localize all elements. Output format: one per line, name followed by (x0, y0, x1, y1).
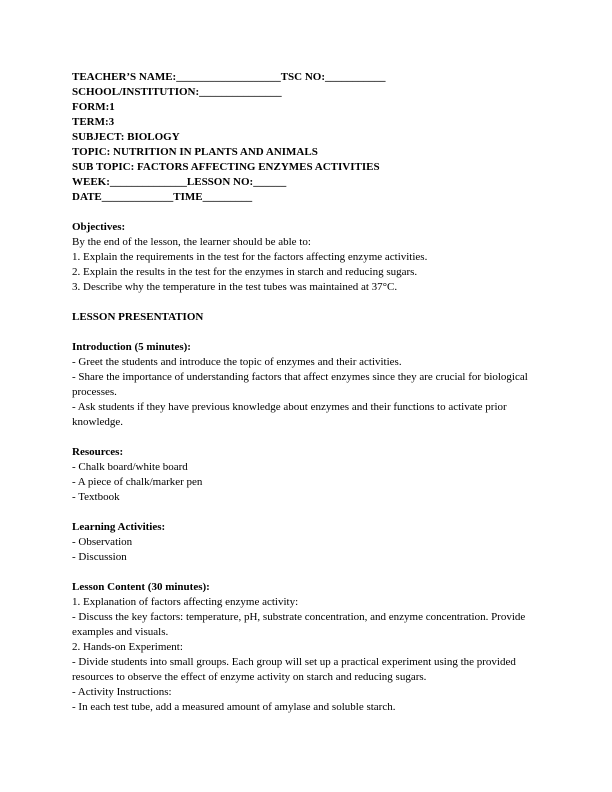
lesson-presentation-heading: LESSON PRESENTATION (72, 311, 204, 323)
spacer (72, 505, 542, 520)
learning-activities-heading: Learning Activities: (72, 521, 166, 533)
topic-line: TOPIC: NUTRITION IN PLANTS AND ANIMALS (72, 146, 318, 158)
content-item: - In each test tube, add a measured amount of amylase and soluble starch. (72, 701, 396, 713)
content-item: 1. Explanation of factors affecting enzyme activity: (72, 596, 299, 608)
content-item: 2. Hands-on Experiment: (72, 641, 183, 653)
resource-item: - A piece of chalk/marker pen (72, 476, 203, 488)
introduction-item: - Ask students if they have previous knowledge about enzymes and their functions to activate prior knowledge. (72, 401, 507, 428)
introduction-item: - Greet the students and introduce the topic of enzymes and their activities. (72, 356, 402, 368)
teacher-name-line: TEACHER’S NAME:___________________TSC NO:___________ (72, 71, 386, 83)
spacer (72, 325, 542, 340)
objectives-intro: By the end of the lesson, the learner should be able to: (72, 236, 311, 248)
resources-heading: Resources: (72, 446, 124, 458)
header-block (72, 70, 542, 205)
resource-item: - Textbook (72, 491, 120, 503)
objectives-heading: Objectives: (72, 221, 126, 233)
learning-activities-section (72, 520, 542, 565)
subtopic-line: SUB TOPIC: FACTORS AFFECTING ENZYMES ACTIVITIES (72, 161, 380, 173)
objective-item: 3. Describe why the temperature in the test tubes was maintained at 37°C. (72, 281, 398, 293)
lesson-content-section (72, 580, 542, 715)
resource-item: - Chalk board/white board (72, 461, 188, 473)
introduction-heading: Introduction (5 minutes): (72, 341, 191, 353)
spacer (72, 565, 542, 580)
activity-item: - Discussion (72, 551, 127, 563)
content-item: - Discuss the key factors: temperature, pH, substrate concentration, and enzyme concentration. Provide examples and visuals. (72, 611, 526, 638)
spacer (72, 205, 542, 220)
date-line: DATE_____________TIME_________ (72, 191, 253, 203)
term-line: TERM:3 (72, 116, 115, 128)
spacer (72, 430, 542, 445)
content-item: - Divide students into small groups. Each group will set up a practical experiment using the provided resources to observe the effect of enzyme activity on starch and reducing sugars. (72, 656, 516, 683)
subject-line: SUBJECT: BIOLOGY (72, 131, 180, 143)
introduction-section (72, 340, 542, 430)
week-line: WEEK:______________LESSON NO:______ (72, 176, 287, 188)
form-line: FORM:1 (72, 101, 115, 113)
activity-item: - Observation (72, 536, 133, 548)
school-line: SCHOOL/INSTITUTION:_______________ (72, 86, 282, 98)
objective-item: 2. Explain the results in the test for the enzymes in starch and reducing sugars. (72, 266, 418, 278)
objective-item: 1. Explain the requirements in the test for the factors affecting enzyme activities. (72, 251, 428, 263)
document-page (72, 70, 542, 715)
content-item: - Activity Instructions: (72, 686, 172, 698)
spacer (72, 295, 542, 310)
introduction-item: - Share the importance of understanding factors that affect enzymes since they are crucial for biological processes. (72, 371, 528, 398)
lesson-content-heading: Lesson Content (30 minutes): (72, 581, 210, 593)
resources-section (72, 445, 542, 505)
objectives-section (72, 220, 542, 295)
